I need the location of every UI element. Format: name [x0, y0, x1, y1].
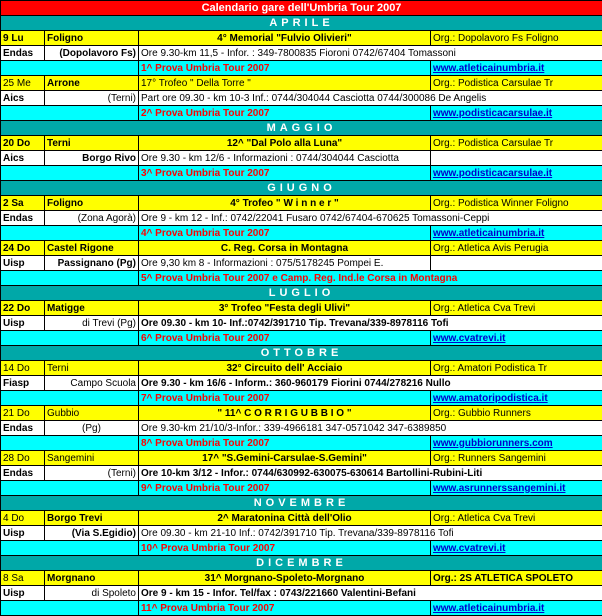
race-header-row: 9 Lu Foligno 4° Memorial "Fulvio Olivieri" Org.: Dopolavoro Fs Foligno: [1, 31, 602, 46]
race-prova-row: 4^ Prova Umbria Tour 2007 www.atleticainumbria.it: [1, 226, 602, 241]
race-prova-row: 7^ Prova Umbria Tour 2007 www.amatoripodistica.it: [1, 391, 602, 406]
race-prova-row: 8^ Prova Umbria Tour 2007 www.gubbiorunners.com: [1, 436, 602, 451]
race-info-row: Endas (Dopolavoro Fs) Ore 9.30-km 11,5 - Infor. : 349-7800835 Fioroni 0742/67404 Tomassoni: [1, 46, 602, 61]
month-header-novembre: NOVEMBRE: [1, 496, 602, 511]
race-info-row: Uisp Passignano (Pg) Ore 9,30 km 8 - Informazioni : 075/5178245 Pompei E.: [1, 256, 602, 271]
race-info-row: Aics Borgo Rivo Ore 9.30 - km 12/6 - Informazioni : 0744/304044 Casciotta: [1, 151, 602, 166]
month-header-giugno: GIUGNO: [1, 181, 602, 196]
race-prova-row: 3^ Prova Umbria Tour 2007 www.podisticacarsulae.it: [1, 166, 602, 181]
race-info-row: Uisp di Trevi (Pg) Ore 09.30 - km 10- Inf.:0742/391710 Tip. Trevana/339-8978116 Tofi: [1, 316, 602, 331]
race-header-row: 14 Do Terni 32° Circuito dell' Acciaio Org.: Amatori Podistica Tr: [1, 361, 602, 376]
website-link[interactable]: www.atleticainumbria.it: [431, 226, 602, 241]
month-header-dicembre: DICEMBRE: [1, 556, 602, 571]
website-link[interactable]: www.podisticacarsulae.it: [431, 106, 602, 121]
website-link[interactable]: www.cvatrevi.it: [431, 541, 602, 556]
website-link[interactable]: www.atleticainumbria.it: [431, 601, 602, 616]
race-header-row: 4 Do Borgo Trevi 2^ Maratonina Città dell'Olio Org.: Atletica Cva Trevi: [1, 511, 602, 526]
race-header-row: 20 Do Terni 12^ "Dal Polo alla Luna" Org.: Podistica Carsulae Tr: [1, 136, 602, 151]
race-prova-row: 1^ Prova Umbria Tour 2007 www.atleticainumbria.it: [1, 61, 602, 76]
race-info-row: Uisp (Via S.Egidio) Ore 09.30 - km 21-10 Inf.: 0742/391710 Tip. Trevana/339-8978116 Tofi: [1, 526, 602, 541]
race-info-row: Endas (Zona Agorà) Ore 9 - km 12 - Inf.: 0742/22041 Fusaro 0742/67404-670625 Tomassoni-Ceppi: [1, 211, 602, 226]
race-header-row: 25 Me Arrone 17° Trofeo " Della Torre " Org.: Podistica Carsulae Tr: [1, 76, 602, 91]
race-header-row: 8 Sa Morgnano 31^ Morgnano-Spoleto-Morgnano Org.: 2S ATLETICA SPOLETO: [1, 571, 602, 586]
month-header-aprile: APRILE: [1, 16, 602, 31]
website-link[interactable]: www.podisticacarsulae.it: [431, 166, 602, 181]
race-prova-row: 6^ Prova Umbria Tour 2007 www.cvatrevi.it: [1, 331, 602, 346]
month-header-ottobre: OTTOBRE: [1, 346, 602, 361]
race-info-row: Endas (Pg) Ore 9.30-km 21/10/3-Infor.: 339-4966181 347-0571042 347-6389850: [1, 421, 602, 436]
race-header-row: 2 Sa Foligno 4° Trofeo " W i n n e r " Org.: Podistica Winner Foligno: [1, 196, 602, 211]
page-title: Calendario gare dell'Umbria Tour 2007: [1, 1, 602, 16]
website-link[interactable]: www.gubbiorunners.com: [431, 436, 602, 451]
month-header-luglio: LUGLIO: [1, 286, 602, 301]
race-header-row: 28 Do Sangemini 17^ "S.Gemini-Carsulae-S.Gemini" Org.: Runners Sangemini: [1, 451, 602, 466]
race-header-row: 24 Do Castel Rigone C. Reg. Corsa in Montagna Org.: Atletica Avis Perugia: [1, 241, 602, 256]
website-link[interactable]: www.amatoripodistica.it: [431, 391, 602, 406]
website-link[interactable]: www.atleticainumbria.it: [431, 61, 602, 76]
race-info-row: Endas (Terni) Ore 10-km 3/12 - Infor.: 0744/630992-630075-630614 Bartollini-Rubini-Liti: [1, 466, 602, 481]
website-link[interactable]: www.cvatrevi.it: [431, 331, 602, 346]
race-prova-row: 2^ Prova Umbria Tour 2007 www.podisticacarsulae.it: [1, 106, 602, 121]
race-prova-row: 9^ Prova Umbria Tour 2007 www.asrunnerssangemini.it: [1, 481, 602, 496]
race-info-row: Uisp di Spoleto Ore 9 - km 15 - Infor. Tel/fax : 0743/221660 Valentini-Befani: [1, 586, 602, 601]
race-header-row: 22 Do Matigge 3° Trofeo "Festa degli Ulivi" Org.: Atletica Cva Trevi: [1, 301, 602, 316]
month-header-maggio: MAGGIO: [1, 121, 602, 136]
website-link[interactable]: www.asrunnerssangemini.it: [431, 481, 602, 496]
race-info-row: Fiasp Campo Scuola Ore 9.30 - km 16/6 - Inform.: 360-960179 Fiorini 0744/278216 Nullo: [1, 376, 602, 391]
race-header-row: 21 Do Gubbio " 11^ C O R R I G U B B I O " Org.: Gubbio Runners: [1, 406, 602, 421]
race-info-row: Aics (Terni) Part ore 09.30 - km 10-3 Inf.: 0744/304044 Casciotta 0744/300086 De Angelis: [1, 91, 602, 106]
race-prova-row: 5^ Prova Umbria Tour 2007 e Camp. Reg. Ind.le Corsa in Montagna: [1, 271, 602, 286]
race-prova-row: 10^ Prova Umbria Tour 2007 www.cvatrevi.it: [1, 541, 602, 556]
race-prova-row: 11^ Prova Umbria Tour 2007 www.atleticainumbria.it: [1, 601, 602, 616]
